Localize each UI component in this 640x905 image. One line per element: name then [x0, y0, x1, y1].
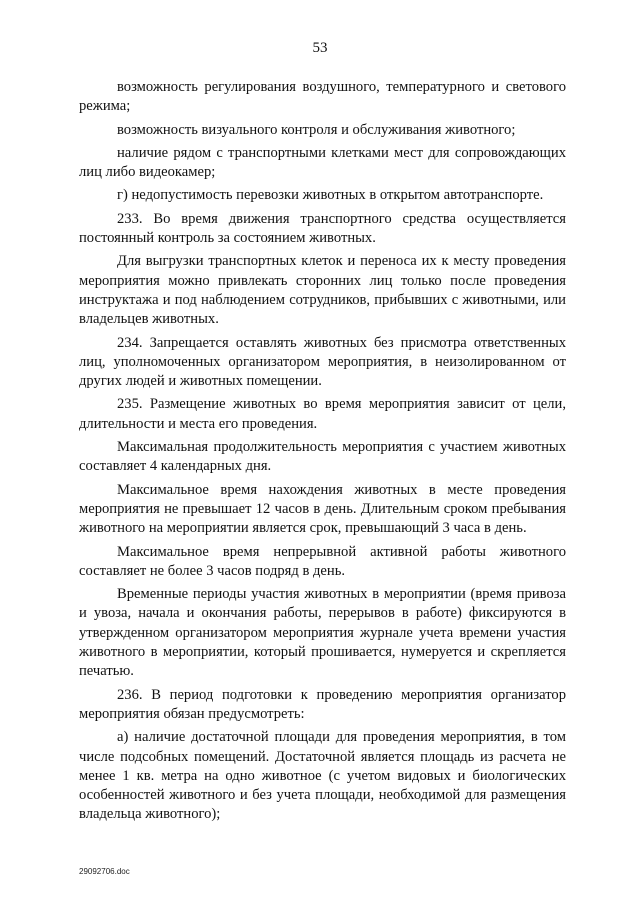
paragraph: г) недопустимость перевозки животных в открытом автотранспорте. — [117, 187, 544, 204]
paragraph: 233. Во время движения транспортного средства осуществляется постоянный контроль за состоянием животных. — [79, 210, 566, 247]
footer-filename: 29092706.doc — [79, 867, 130, 876]
paragraph: Максимальное время непрерывной активной работы животного составляет не более 3 часов подряд в день. — [79, 543, 566, 579]
paragraph: 236. В период подготовки к проведению мероприятия организатор мероприятия обязан предусмотреть: — [79, 686, 566, 722]
paragraph: возможность визуального контроля и обслуживания животного; — [117, 121, 516, 138]
paragraph: Максимальное время нахождения животных в месте проведения мероприятия не превышает 12 часов в день. Длительным сроком пребывания животного на мероприятии является срок, превышающий 3 часа в день. — [79, 481, 566, 537]
paragraph: 234. Запрещается оставлять животных без присмотра ответственных лиц, уполномоченных организатором мероприятия, в неизолированном от других людей и животных помещении. — [79, 334, 566, 390]
paragraph: Временные периоды участия животных в мероприятии (время привоза и увоза, начала и окончания работы, перерывов в работе) фиксируются в утвержденном организатором мероприятия журнале учета времени участия животного в мероприятии, который прошивается, нумеруется и скрепляется печатью. — [79, 586, 566, 680]
paragraph: 235. Размещение животных во время мероприятия зависит от цели, длительности и места его проведения. — [79, 396, 566, 432]
page-number: 53 — [312, 40, 328, 56]
paragraph: возможность регулирования воздушного, температурного и светового режима; — [79, 79, 566, 115]
paragraph: а) наличие достаточной площади для проведения мероприятия, в том числе подсобных помещений. Достаточной является площадь из расчета не менее 1 кв. метра на одно животное (с учетом видовых и биологических особенностей животного и без учета площади, необходимой для размещения владельца животного); — [79, 729, 566, 823]
paragraph: Максимальная продолжительность мероприятия с участием животных составляет 4 календарных дня. — [79, 439, 566, 475]
document-body — [79, 78, 566, 829]
paragraph: Для выгрузки транспортных клеток и переноса их к месту проведения мероприятия можно привлекать сторонних лиц только после проведения инструктажа и под наблюдением сотрудников, прибывших с животными, или владельцев животных. — [79, 253, 566, 328]
paragraph: наличие рядом с транспортными клетками мест для сопровождающих лиц либо видеокамер; — [79, 144, 566, 181]
